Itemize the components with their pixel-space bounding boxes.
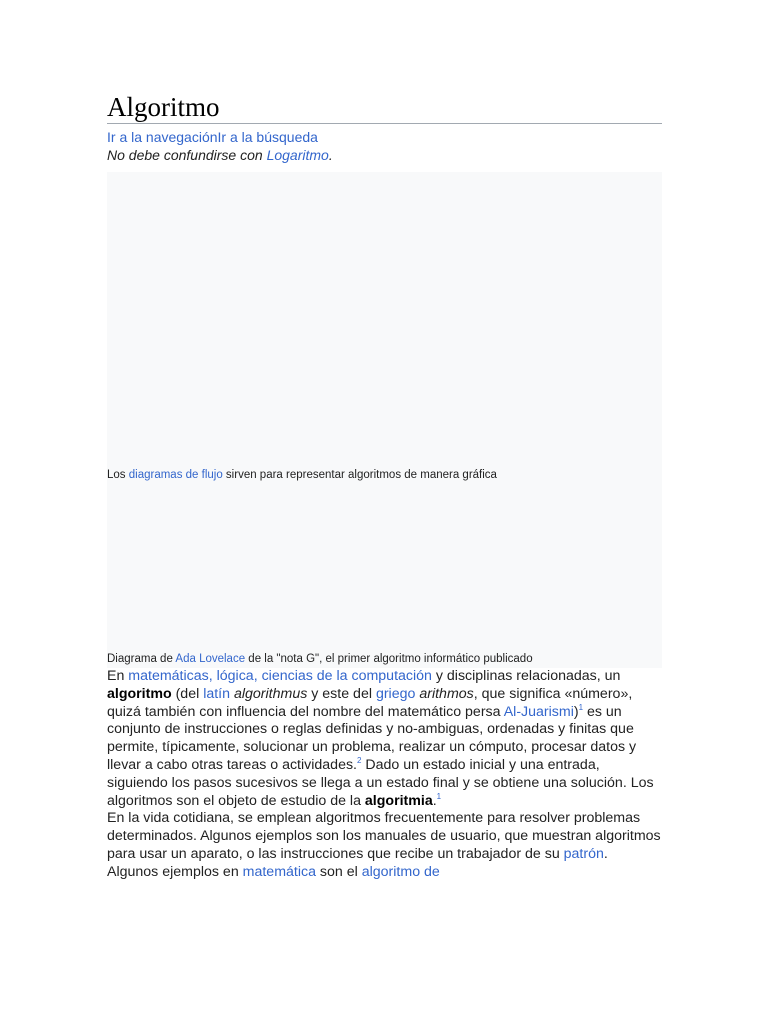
text: En la vida cotidiana, se emplean algoritmos frecuentemente para resolver problemas determinados. Algunos ejemplos son los manuales de usuario, que muestran algoritmos para usar un aparato, o las instrucciones que recibe un trabajador de su bbox=[107, 810, 661, 862]
text: y disciplinas relacionadas, un bbox=[431, 668, 621, 684]
text: y este del bbox=[307, 685, 376, 702]
figure-area bbox=[107, 172, 662, 668]
hatnote-link-logaritmo[interactable]: Logaritmo bbox=[266, 147, 329, 163]
figure-caption-flowchart bbox=[107, 469, 497, 481]
text: ) bbox=[573, 703, 579, 720]
reference-link[interactable]: 1 bbox=[578, 702, 584, 712]
link-logica[interactable]: lógica bbox=[216, 668, 254, 684]
caption-text: Diagrama de bbox=[107, 653, 176, 665]
reference-link[interactable]: 1 bbox=[436, 791, 442, 801]
hatnote-text: No debe confundirse con bbox=[107, 147, 267, 163]
caption-text: sirven para representar algoritmos de manera gráfica bbox=[222, 469, 497, 481]
text: son el bbox=[315, 863, 362, 880]
link-al-juarismi[interactable]: Al-Juarismi bbox=[503, 703, 574, 720]
link-latin[interactable]: latín bbox=[203, 685, 231, 702]
text: es un conjunto de instrucciones o reglas definidas y no-ambiguas, ordenadas y finitas que permite, típicamente, solucionar un problema, realizar un cómputo, procesar datos y llevar a cabo otras tareas o actividades. bbox=[107, 703, 637, 773]
link-griego[interactable]: griego bbox=[375, 685, 416, 702]
italic-term: algorithmus bbox=[233, 685, 308, 702]
bold-term-algoritmo: algoritmo bbox=[107, 685, 172, 702]
italic-term: arithmos bbox=[419, 685, 474, 702]
hatnote bbox=[107, 146, 662, 164]
text: Dado un estado inicial y una entrada, siguiendo los pasos sucesivos se llega a un estado final y se obtiene una solución. Los algoritmos son el objeto de estudio de la bbox=[107, 756, 654, 809]
caption-text: de la "nota G", el primer algoritmo informático publicado bbox=[245, 653, 533, 665]
hatnote-suffix: . bbox=[328, 147, 333, 163]
link-algoritmo-de[interactable]: algoritmo de bbox=[361, 863, 440, 880]
link-separator[interactable]: , bbox=[253, 668, 262, 684]
text: (del bbox=[171, 685, 204, 702]
article bbox=[107, 92, 662, 882]
link-matematica[interactable]: matemática bbox=[242, 863, 316, 880]
text: . Algunos ejemplos en bbox=[107, 845, 608, 880]
page-title: Algoritmo bbox=[107, 92, 662, 124]
caption-link-ada-lovelace[interactable]: Ada Lovelace bbox=[175, 653, 246, 665]
reference-link[interactable]: 2 bbox=[357, 755, 362, 765]
link-patron[interactable]: patrón bbox=[563, 845, 604, 862]
link-matematicas[interactable]: matemáticas bbox=[128, 668, 209, 684]
caption-text: Los bbox=[107, 469, 129, 481]
intro-paragraph bbox=[107, 668, 662, 810]
second-paragraph bbox=[107, 810, 662, 881]
jump-links bbox=[107, 128, 662, 146]
figure-caption-lovelace bbox=[107, 653, 533, 665]
bold-term-algoritmia: algoritmia bbox=[364, 792, 433, 809]
caption-link-diagramas-de-flujo[interactable]: diagramas de flujo bbox=[128, 469, 223, 481]
text: , que significa «número», quizá también con influencia del nombre del matemático persa bbox=[107, 685, 633, 720]
link-separator[interactable]: , bbox=[208, 668, 217, 684]
text: . bbox=[432, 792, 437, 809]
jump-to-search-link[interactable]: Ir a la búsqueda bbox=[217, 129, 318, 145]
link-ciencias-computacion[interactable]: ciencias de la computación bbox=[261, 668, 432, 684]
jump-to-navigation-link[interactable]: Ir a la navegación bbox=[107, 129, 218, 145]
text: En bbox=[107, 668, 129, 684]
